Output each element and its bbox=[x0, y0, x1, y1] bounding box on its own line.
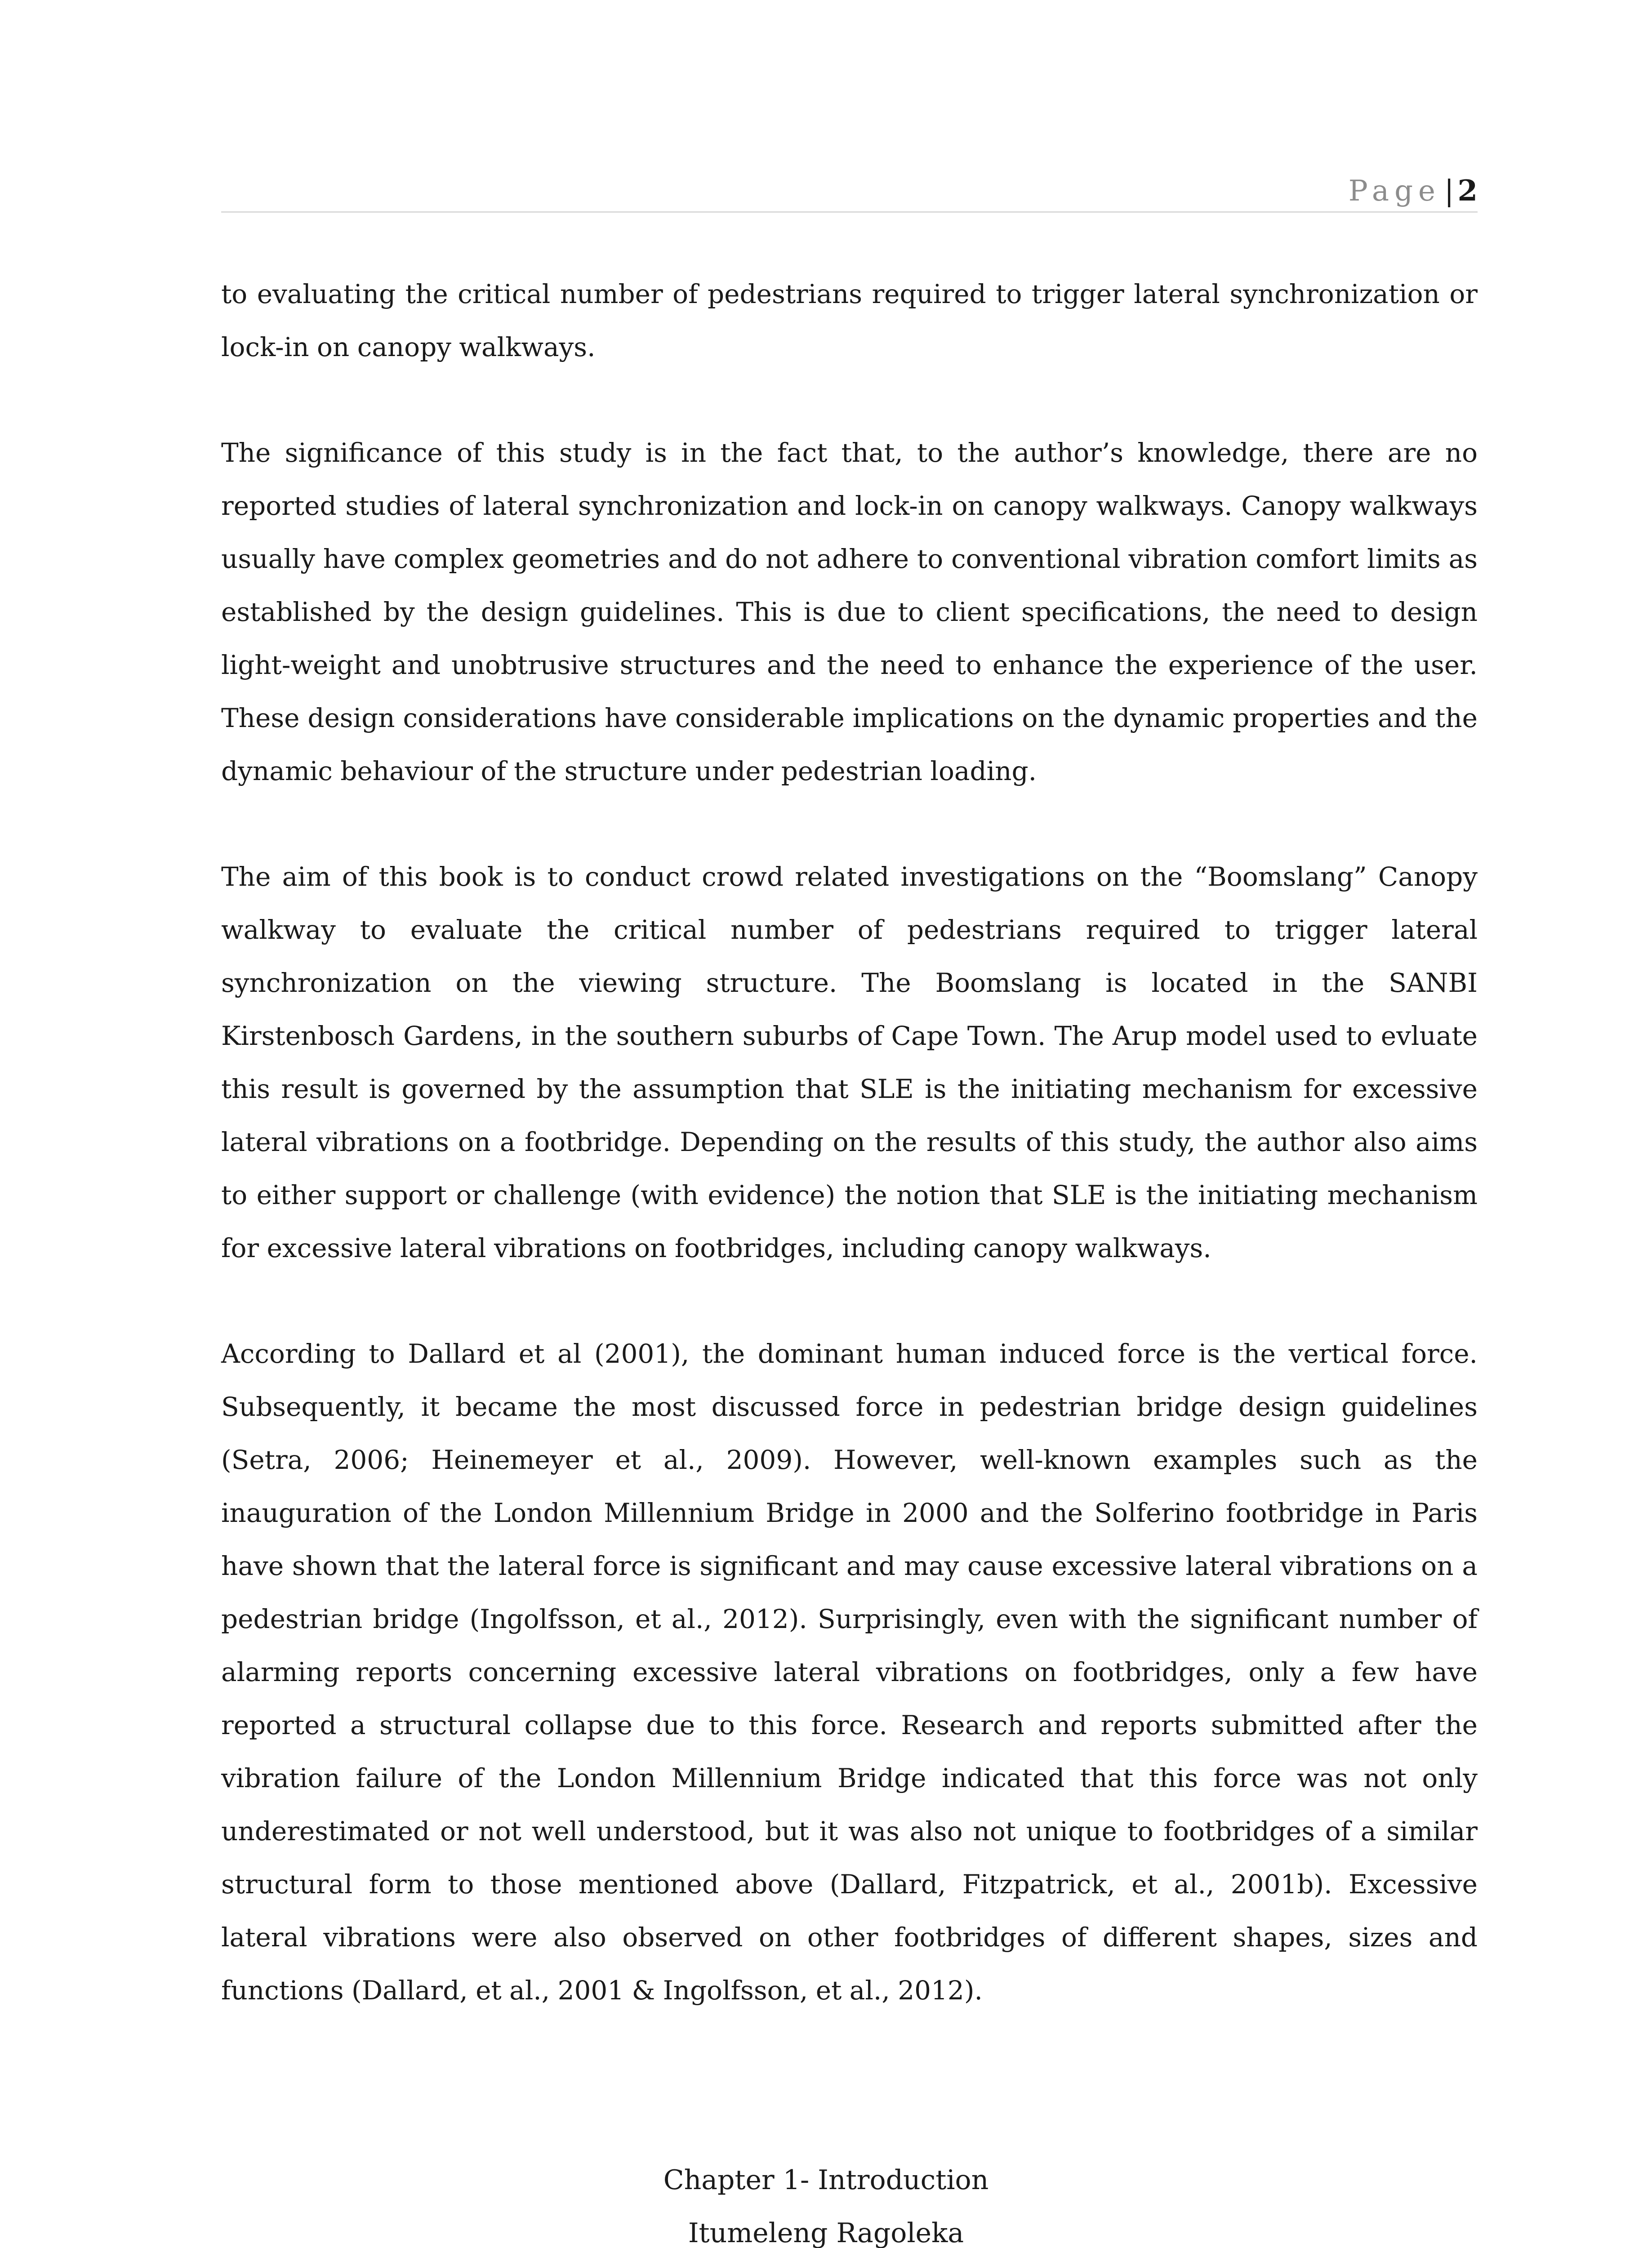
paragraph-continuation: to evaluating the critical number of pedestrians required to trigger lateral synchronization or lock-in on canopy walkways. bbox=[221, 279, 1478, 362]
paragraph-aim: The aim of this book is to conduct crowd related investigations on the “Boomslang” Canopy walkway to evaluate the critical number of pedestrians required to trigger lateral synchronization on the viewing structure. The Boomslang is located in the SANBI Kirstenbosch Gardens, in the southern suburbs of Cape Town. The Arup model used to evluate this result is governed by the assumption that SLE is the initiating mechanism for excessive lateral vibrations on a footbridge. Depending on the results of this study, the author also aims to either support or challenge (with evidence) the notion that SLE is the initiating mechanism for excessive lateral vibrations on footbridges, including canopy walkways. bbox=[221, 861, 1478, 1263]
paragraph-significance: The significance of this study is in the fact that, to the author’s knowledge, there are no reported studies of lateral synchronization and lock-in on canopy walkways. Canopy walkways usually have complex geometries and do not adhere to conventional vibration comfort limits as established by the design guidelines. This is due to client specifications, the need to design light-weight and unobtrusive structures and the need to enhance the experience of the user. These design considerations have considerable implications on the dynamic properties and the dynamic behaviour of the structure under pedestrian loading. bbox=[221, 437, 1478, 786]
paragraph-background: According to Dallard et al (2001), the dominant human induced force is the vertical force. Subsequently, it became the most discussed force in pedestrian bridge design guidelines (Setra, 2006; Heinemeyer et al., 2009). However, well-known examples such as the inauguration of the London Millennium Bridge in 2000 and the Solferino footbridge in Paris have shown that the lateral force is significant and may cause excessive lateral vibrations on a pedestrian bridge (Ingolfsson, et al., 2012). Surprisingly, even with the significant number of alarming reports concerning excessive lateral vibrations on footbridges, only a few have reported a structural collapse due to this force. Research and reports submitted after the vibration failure of the London Millennium Bridge indicated that this force was not only underestimated or not well understood, but it was also not unique to footbridges of a similar structural form to those mentioned above (Dallard, Fitzpatrick, et al., 2001b). Excessive lateral vibrations were also observed on other footbridges of different shapes, sizes and functions (Dallard, et al., 2001 & Ingolfsson, et al., 2012). bbox=[221, 1338, 1478, 2006]
page-header bbox=[221, 171, 1478, 213]
footer-author: Itumeleng Ragoleka bbox=[688, 2217, 964, 2248]
page-number-label bbox=[1349, 171, 1478, 211]
page-word: Page bbox=[1348, 174, 1441, 208]
document-body bbox=[221, 268, 1478, 2070]
footer-chapter: Chapter 1- Introduction bbox=[663, 2164, 989, 2196]
page-number: 2 bbox=[1457, 174, 1478, 208]
page-footer bbox=[0, 2154, 1652, 2248]
page-separator: | bbox=[1444, 174, 1454, 208]
